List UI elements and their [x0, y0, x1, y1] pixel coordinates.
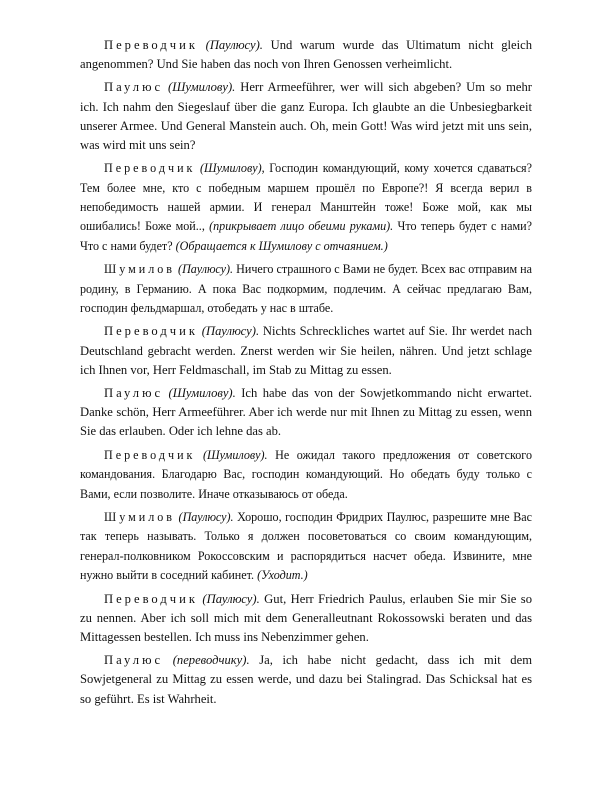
- dialogue-paragraph: [80, 590, 532, 648]
- stage-direction: (Шумилову).: [202, 447, 268, 462]
- speaker-name: Переводчик: [104, 161, 196, 176]
- dialogue-text: Хорошо, господин Фридрих Паулюс, разрешите мне Вас так теперь называть. Только я должен посоветоваться со своим командующим, генерал-полковником Рокоссовским и распорядиться насчет обеда. Извините, мне нужно выйти в соседний кабинет.: [80, 509, 532, 583]
- stage-direction: (прикрывает лицо обеими руками).: [209, 219, 394, 234]
- dialogue-paragraph: [80, 446, 532, 504]
- dialogue-paragraph: [80, 322, 532, 380]
- dialogue-paragraph: [80, 384, 532, 442]
- stage-direction: (Шумилову),: [200, 161, 265, 176]
- speaker-name: Переводчик: [104, 591, 198, 606]
- stage-direction: (Паулюсу).: [205, 38, 263, 52]
- stage-direction: (Паулюсу).: [178, 509, 234, 524]
- stage-direction: (Паулюсу).: [178, 262, 234, 277]
- dialogue-text: Gut, Herr Friedrich Paulus, erlauben Sie mir Sie so zu nennen. Aber ich soll mich mit dem Generalleutnant Rokossowski beraten und das Mittagessen bestellen. Ich muss ins Nebenzimmer gehen.: [80, 591, 532, 644]
- stage-direction: (Паулюсу).: [201, 324, 260, 339]
- dialogue-text: Не ожидал такого предложения от советского командования. Благодарю Вас, господин командующий. Но обедать буду только с Вами, если позволите. Иначе отказываюсь от обеда.: [80, 447, 532, 501]
- speaker-name: Паулюс: [104, 653, 164, 668]
- dialogue-paragraph: [80, 78, 532, 155]
- dialogue-paragraph: [80, 159, 532, 256]
- stage-direction: (Шумилову).: [168, 386, 236, 401]
- stage-direction: (переводчику).: [172, 653, 250, 668]
- speaker-name: Переводчик: [104, 447, 196, 462]
- dialogue-text: Ничего страшного с Вами не будет. Всех вас отправим на родину, в Германию. А пока Вас подкормим, подлечим. А сейчас предлагаю Вам, господин фельдмаршал, отобедать у нас в штабе.: [80, 262, 532, 316]
- speaker-name: Паулюс: [104, 80, 164, 95]
- dialogue-text: Herr Armeeführer, wer will sich abgeben? Um so mehr ich. Ich nahm den Siegeslauf über die ganz Europa. Ich glaubte an die Unbesiegbarkeit unserer Armee. Und General Manstein auch. Oh, mein Gott! Was wird jetzt mit uns sein, was wird mit uns sein?: [80, 80, 532, 153]
- stage-direction: (Уходит.): [257, 568, 308, 583]
- stage-direction: (Паулюсу).: [202, 591, 260, 606]
- speaker-name: Переводчик: [104, 324, 198, 339]
- dialogue-text: Господин командующий, кому хочется сдаваться? Тем более мне, кто с победным маршем прошёл по Европе?! Я всегда верил в непобедимость нашей армии. И генерал Манштейн тоже! Боже мой, как мы ошибались! Боже мой..,: [80, 161, 532, 234]
- dialogue-paragraph: [80, 36, 532, 74]
- dialogue-text: Ja, ich habe nicht gedacht, dass ich mit dem Sowjetgeneral zu Mittag zu essen werde, und dazu bei Stalingrad. Das Schicksal hat es so geführt. Es ist Wahrheit.: [80, 653, 532, 706]
- speaker-name: Шумилов: [104, 262, 176, 277]
- dialogue-text: Nichts Schreckliches wartet auf Sie. Ihr werdet nach Deutschland gebracht werden. Znerst werden wir Sie heilen, nähren. Und jetzt schlage ich Ihnen vor, Herr Feldmaschall, im Stab zu Mittag zu essen.: [80, 324, 532, 377]
- stage-direction: (Обращается к Шумилову с отчаянием.): [175, 238, 388, 253]
- dialogue-text: Ich habe das von der Sowjetkommando nicht erwartet. Danke schön, Herr Armeeführer. Aber ich werde nur mit Ihnen zu Mittag zu essen, wenn Sie das erlauben. Oder ich lehne das ab.: [80, 386, 532, 439]
- dialogue-paragraph: [80, 508, 532, 586]
- dialogue-text: Что теперь будет с нами? Что с нами будет?: [80, 219, 532, 253]
- speaker-name: Переводчик: [104, 38, 198, 52]
- speaker-name: Паулюс: [104, 386, 164, 401]
- dialogue-text: Und warum wurde das Ultimatum nicht gleich angenommen? Und Sie haben das noch von Ihren Genossen verheimlicht.: [80, 38, 533, 72]
- dialogue-paragraph: [80, 260, 532, 318]
- dialogue-paragraph: [80, 651, 532, 709]
- stage-direction: (Шумилову).: [168, 80, 236, 95]
- speaker-name: Шумилов: [104, 509, 176, 524]
